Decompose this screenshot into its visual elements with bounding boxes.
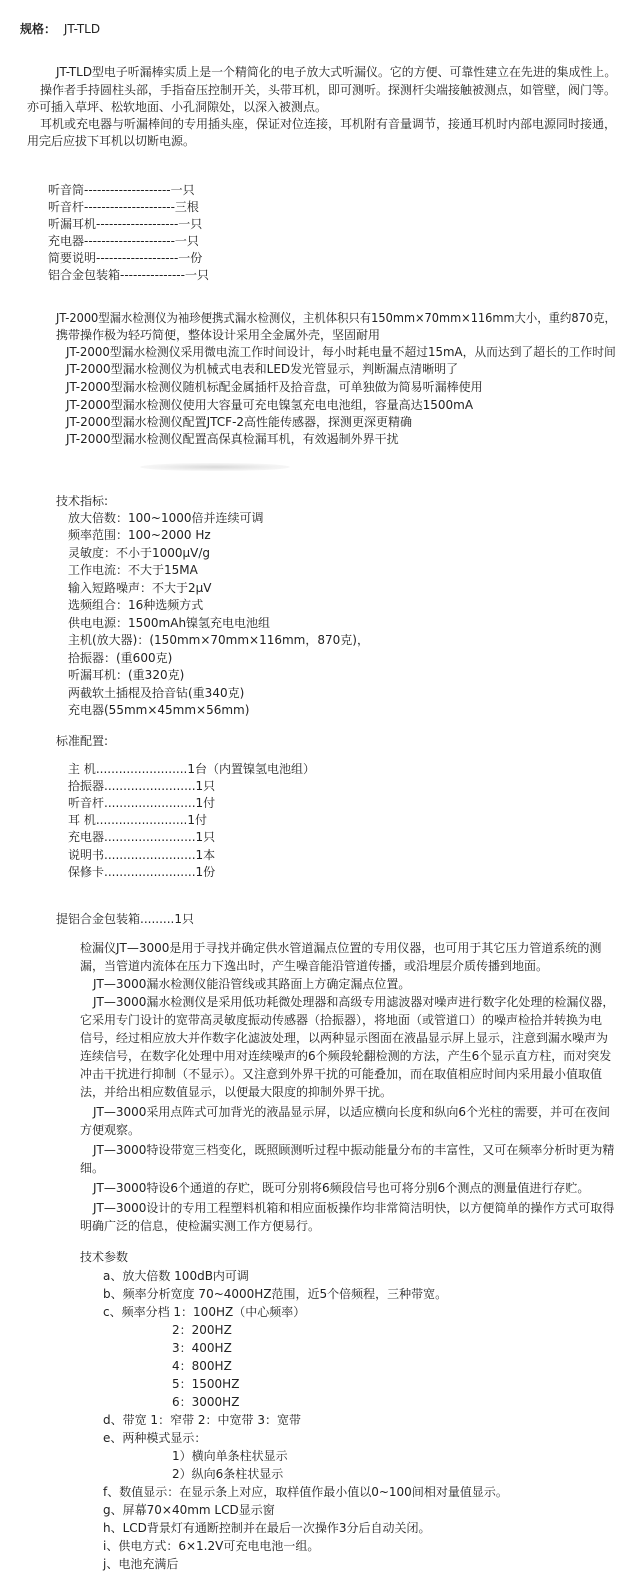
tech-item: 主机(放大器)：(150mm×70mm×116mm，870克)， <box>68 633 369 647</box>
tech-item: 供电电源：1500mAh镍氢充电电池组 <box>68 616 271 630</box>
std-item: 说明书........................1本 <box>68 848 216 862</box>
param-item: 5：1500HZ <box>172 1377 240 1391</box>
param-item: b、频率分析宽度 70~4000HZ范围，近5个倍频程，三种带宽。 <box>103 1287 448 1301</box>
param-item: 2：200HZ <box>172 1323 232 1337</box>
jt3000-line: 冲击干扰进行抑制（不显示）。又注意到外界干扰的可能叠加，而在取值相应时间内采用最小值取值 <box>80 1067 603 1081</box>
std-item: 耳 机........................1付 <box>68 813 207 827</box>
spec-header <box>20 21 100 38</box>
tech-item: 听漏耳机：(重320克) <box>68 668 185 682</box>
jt3000-line: JT—3000漏水检测仪能沿管线或其路面上方确定漏点位置。 <box>93 977 411 991</box>
jt2000-line: JT-2000型漏水检测仪为袖珍便携式漏水检测仪，主机体积只有150mm×70mm×116mm大小，重约870克， <box>56 311 616 325</box>
jt2000-line: JT-2000型漏水检测仪采用微电流工作时间设计，每小时耗电量不超过15mA，从而达到了超长的工作时间 <box>66 345 616 359</box>
param-item: e、两种模式显示： <box>103 1431 207 1445</box>
case-line: 提铝合金包装箱.........1只 <box>56 912 194 926</box>
accessory-item: 充电器---------------------一只 <box>48 234 199 248</box>
jt3000-line: 方便观察。 <box>80 1123 141 1137</box>
jt3000-line: 检漏仪JT—3000是用于寻找并确定供水管道漏点位置的专用仪器，也可用于其它压力管道系统的测 <box>80 941 602 955</box>
params-title: 技术参数 <box>80 1250 129 1264</box>
param-item: h、LCD背景灯有通断控制并在最后一次操作3分后自动关闭。 <box>103 1521 431 1535</box>
accessory-item: 听音杆---------------------三根 <box>48 200 199 214</box>
jt3000-line: JT—3000采用点阵式可加背光的液晶显示屏，以适应横向长度和纵向6个光柱的需要，并可在夜间 <box>93 1105 611 1119</box>
intro-line: 操作者手持圆柱头部，手指奋压控制开关，头带耳机，即可测听。探测杆尖端接触被测点，如管壁，阀门等。 <box>40 83 617 97</box>
jt3000-line: 连续信号，在数字化处理中用对连续噪声的6个频段轮翻检测的方法，产生6个显示直方柱，而对突发 <box>80 1049 612 1063</box>
param-item: f、数值显示：在显示条上对应，取样值作最小值以0~100间相对量值显示。 <box>103 1485 508 1499</box>
jt2000-line: JT-2000型漏水检测仪使用大容量可充电镍氢充电电池组，容量高达1500mA <box>66 398 474 412</box>
param-item: c、频率分档 1：100HZ（中心频率） <box>103 1305 306 1319</box>
intro-line: 用完后应拔下耳机以切断电源。 <box>27 134 196 148</box>
tech-item: 放大倍数：100~1000倍并连续可调 <box>68 511 264 525</box>
std-item: 保修卡........................1份 <box>68 865 216 879</box>
std-item: 拾振器........................1只 <box>68 779 216 793</box>
jt3000-line: 明确广泛的信息，使检漏实测工作方便易行。 <box>80 1219 321 1233</box>
tech-item: 灵敏度：不小于1000μV/g <box>68 546 211 560</box>
std-item: 听音杆........................1付 <box>68 796 216 810</box>
jt2000-line: JT-2000型漏水检测仪随机标配金属插杆及拾音盘，可单独做为简易听漏棒使用 <box>66 380 483 394</box>
accessory-item: 听音筒--------------------一只 <box>48 183 195 197</box>
std-title: 标准配置: <box>56 734 109 748</box>
jt3000-line: 漏，当管道内流体在压力下逸出时，产生噪音能沿管道传播，或沿埋层介质传播到地面。 <box>80 959 549 973</box>
jt3000-line: 信号，经过相应放大并作数字化滤波处理，以两种显示图面在液晶显示屏上显示，注意到漏水噪声为 <box>80 1031 609 1045</box>
std-item: 主 机........................1台（内置镍氢电池组） <box>68 762 315 776</box>
param-item: i、供电方式：6×1.2V可充电电池一组。 <box>103 1539 320 1553</box>
tech-title: 技术指标: <box>56 494 109 508</box>
param-item: 6：3000HZ <box>172 1395 240 1409</box>
std-item: 充电器........................1只 <box>68 830 216 844</box>
jt3000-line: JT—3000特设6个通道的存贮，既可分别将6频段信号也可将分别6个测点的测量值进行存贮。 <box>93 1181 590 1195</box>
spec-label: 规格： <box>20 22 57 36</box>
tech-item: 工作电流：不大于15MA <box>68 563 198 577</box>
param-item: a、放大倍数 100dB内可调 <box>103 1269 249 1283</box>
param-item: g、屏幕70×40mm LCD显示窗 <box>103 1503 275 1517</box>
tech-item: 频率范围：100~2000 Hz <box>68 528 211 542</box>
tech-item: 输入短路噪声：不大于2μV <box>68 581 212 595</box>
param-item: d、带宽 1：窄带 2：中宽带 3：宽带 <box>103 1413 301 1427</box>
image-shadow-divider <box>140 463 290 471</box>
accessory-item: 简要说明-------------------一份 <box>48 251 203 265</box>
jt3000-line: 它采用专门设计的宽带高灵敏度振动传感器（拾振器），将地面（或管道口）的噪声检拾并转换为电 <box>80 1013 603 1027</box>
tech-item: 充电器(55mm×45mm×56mm) <box>68 703 250 717</box>
jt3000-line: JT—3000特设带宽三档变化，既照顾测听过程中振动能量分布的丰富性，又可在频率分析时更为精 <box>93 1143 615 1157</box>
jt3000-line: JT—3000漏水检测仪是采用低功耗微处理器和高级专用滤波器对噪声进行数字化处理的检漏仪器， <box>93 995 615 1009</box>
jt2000-line: 携带操作极为轻巧简便，整体设计采用全金属外壳，坚固耐用 <box>56 328 381 342</box>
jt2000-line: JT-2000型漏水检测仪配置JTCF-2高性能传感器，探测更深更精确 <box>66 415 413 429</box>
accessory-item: 铝合金包装箱---------------一只 <box>48 268 209 282</box>
jt2000-line: JT-2000型漏水检测仪配置高保真检漏耳机，有效遏制外界干扰 <box>66 432 399 446</box>
accessory-item: 听漏耳机-------------------一只 <box>48 217 203 231</box>
tech-item: 选频组合：16种选频方式 <box>68 598 204 612</box>
jt3000-line: 法，并给出相应数值显示，以便最大限度的抑制外界干扰。 <box>80 1085 393 1099</box>
intro-line: 耳机或充电器与听漏棒间的专用插头座，保证对位连接，耳机附有音量调节，接通耳机时内部电源同时接通， <box>40 117 617 131</box>
param-item: 2）纵向6条柱状显示 <box>172 1467 284 1481</box>
tech-item: 拾振器：(重600克) <box>68 651 173 665</box>
param-item: 3：400HZ <box>172 1341 232 1355</box>
param-item: 1）横向单条柱状显示 <box>172 1449 288 1463</box>
param-item: j、电池充满后 <box>103 1557 179 1571</box>
intro-line: 亦可插入草坪、松软地面、小孔洞隙处，以深入被测点。 <box>27 100 328 114</box>
tech-item: 两截软土插棍及拾音钻(重340克) <box>68 686 245 700</box>
spec-value: JT-TLD <box>63 22 101 36</box>
param-item: 4：800HZ <box>172 1359 232 1373</box>
jt2000-line: JT-2000型漏水检测仪为机械式电表和LED发光管显示，判断漏点清晰明了 <box>66 362 459 376</box>
intro-line: JT-TLD型电子听漏棒实质上是一个精简化的电子放大式听漏仪。它的方便、可靠性建立在先进的集成性上。 <box>56 65 617 79</box>
jt3000-line: 细。 <box>80 1161 105 1175</box>
jt3000-line: JT—3000设计的专用工程塑料机箱和相应面板操作均非常简洁明快，以方便简单的操作方式可取得 <box>93 1201 615 1215</box>
